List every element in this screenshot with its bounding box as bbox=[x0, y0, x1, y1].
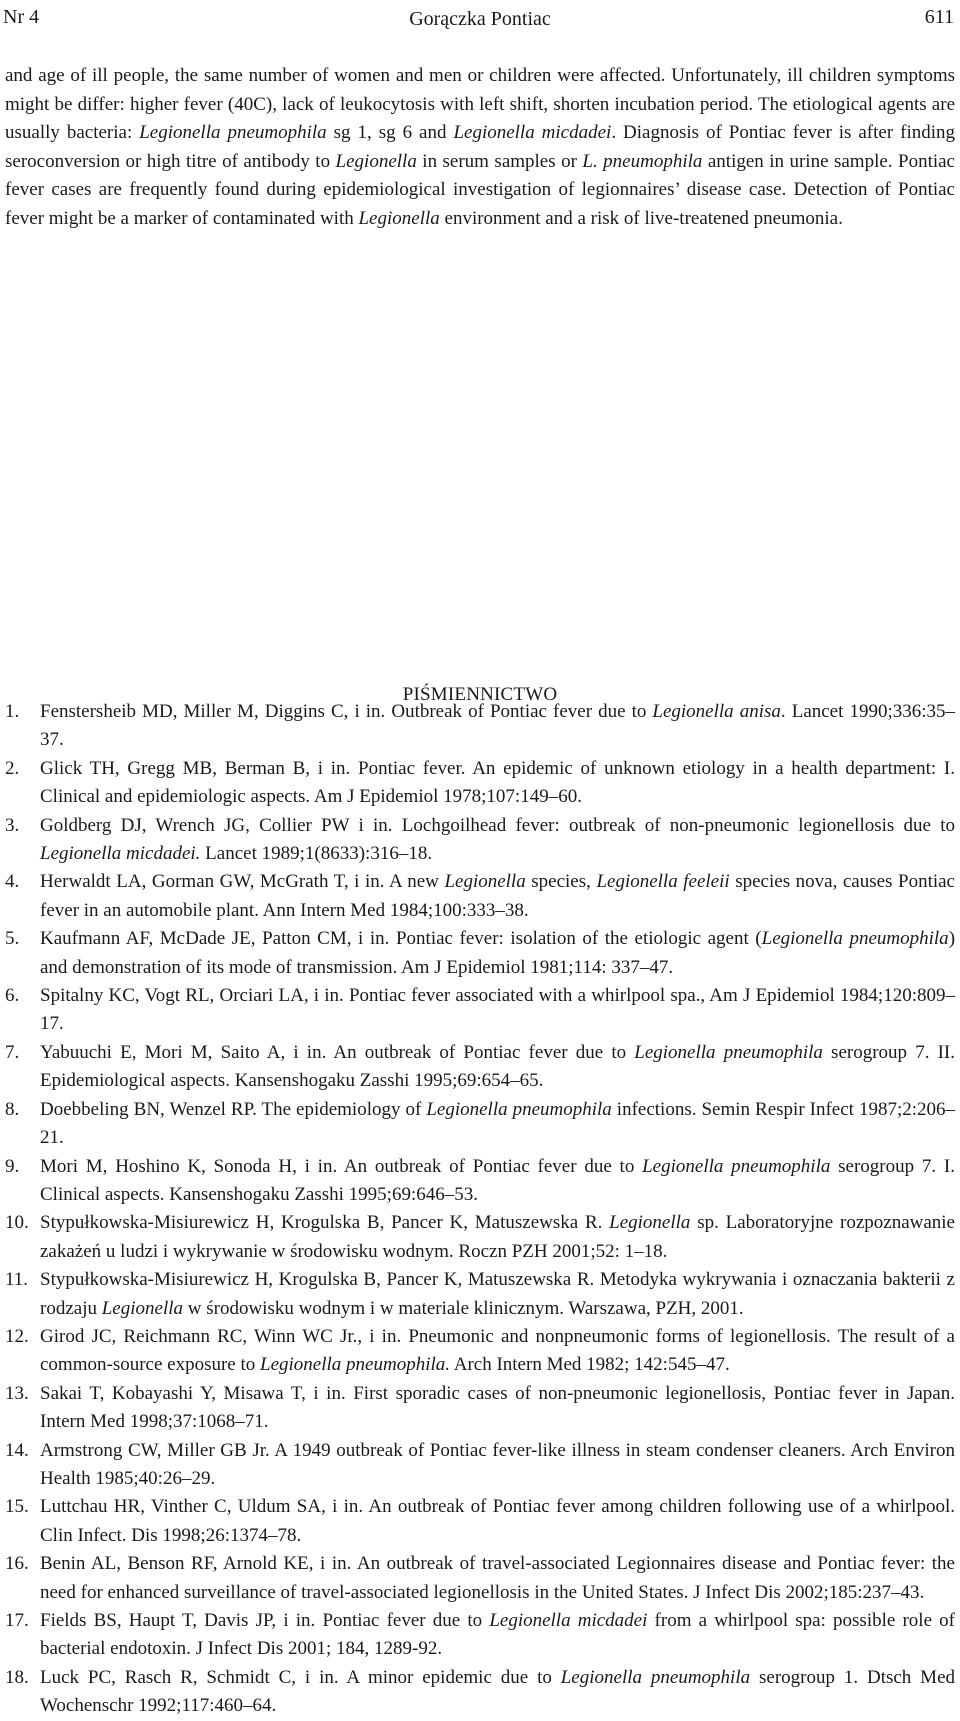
text-run: Girod JC, Reichmann RC, Winn WC Jr., i in. Pneumonic and nonpneumonic forms of legionellosis. The result of a common-source exposure to bbox=[40, 1325, 955, 1376]
body-paragraph bbox=[5, 62, 955, 234]
text-run: Benin AL, Benson RF, Arnold KE, i in. An outbreak of travel-associated Legionnaires disease and Pontiac fever: the need for enhanced surveillance of travel-associated legionellosis in the United States. J Infect Dis 2002;185:237–43. bbox=[40, 1553, 955, 1603]
text-run: species nova, causes Pontiac fever in an automobile plant. Ann Intern Med 1984;100:333–38. bbox=[40, 871, 955, 921]
text-run: Doebbeling BN, Wenzel RP. The epidemiology of bbox=[40, 1098, 427, 1120]
issue-number: Nr 4 bbox=[3, 6, 40, 28]
reference-item bbox=[0, 1323, 955, 1380]
italic-term: Legionella anisa bbox=[652, 701, 781, 722]
italic-term: Legionella bbox=[335, 150, 417, 172]
reference-item bbox=[0, 868, 955, 925]
running-title: Gorączka Pontiac bbox=[409, 8, 551, 30]
italic-term: Legionella bbox=[609, 1212, 691, 1234]
reference-number: 8. bbox=[5, 1098, 20, 1120]
text-run: serogroup 7. II. Epidemiological aspects. Kansenshogaku Zasshi 1995;69:654–65. bbox=[40, 1041, 956, 1092]
reference-text bbox=[40, 1096, 955, 1153]
reference-number: 9. bbox=[5, 1155, 20, 1177]
text-run: Luttchau HR, Vinther C, Uldum SA, i in. An outbreak of Pontiac fever among children following use of a whirlpool. Clin Infect. Dis 1998;26:1374–78. bbox=[40, 1496, 955, 1546]
italic-term: Legionella bbox=[101, 1297, 184, 1319]
reference-number: 10. bbox=[5, 1212, 29, 1234]
reference-list bbox=[0, 698, 955, 1721]
reference-text bbox=[40, 868, 955, 925]
reference-item bbox=[0, 1266, 955, 1323]
reference-text bbox=[40, 1266, 955, 1323]
reference-number: 13. bbox=[5, 1382, 29, 1404]
reference-item bbox=[0, 1380, 955, 1437]
italic-term: Legionella feeleii bbox=[596, 871, 730, 893]
text-run: Lancet 1989;1(8633):316–18. bbox=[200, 843, 433, 865]
italic-term: Legionella micdadei bbox=[489, 1610, 648, 1631]
italic-term: Legionella pneumophila bbox=[139, 122, 327, 144]
reference-number: 18. bbox=[5, 1666, 29, 1688]
reference-text bbox=[40, 1209, 955, 1266]
reference-item bbox=[0, 1664, 955, 1721]
italic-term: Legionella pneumophila bbox=[761, 928, 949, 950]
italic-term: Legionella bbox=[444, 871, 526, 893]
reference-number: 14. bbox=[5, 1439, 29, 1461]
reference-text bbox=[40, 812, 955, 869]
italic-term: Legionella pneumophila bbox=[642, 1155, 831, 1177]
text-run: from a whirlpool spa: possible role of bacterial endotoxin. J Infect Dis 2001; 184, 1289-92. bbox=[40, 1610, 955, 1660]
reference-item bbox=[0, 698, 955, 755]
text-run: species, bbox=[525, 871, 597, 893]
reference-item bbox=[0, 1039, 955, 1096]
reference-number: 6. bbox=[5, 985, 20, 1007]
italic-term: L. pneumophila bbox=[582, 150, 703, 172]
reference-text bbox=[40, 1153, 955, 1210]
reference-item bbox=[0, 1437, 955, 1494]
text-run: Goldberg DJ, Wrench JG, Collier PW i in. Lochgoilhead fever: outbreak of non-pneumonic legionellosis due to bbox=[40, 814, 955, 836]
reference-number: 12. bbox=[5, 1325, 29, 1347]
italic-term: Legionella micdadei bbox=[453, 122, 612, 144]
text-run: infections. Semin Respir Infect 1987;2:206–21. bbox=[40, 1098, 956, 1149]
text-run: sg 1, sg 6 and bbox=[326, 122, 454, 144]
reference-number: 11. bbox=[5, 1269, 29, 1291]
text-run: antigen in urine sample. Pontiac fever cases are frequently found during epidemiological investigation of legionnaires’ disease case. Detection of Pontiac fever might be a marker of contaminated with bbox=[5, 150, 955, 229]
text-run: Fields BS, Haupt T, Davis JP, i in. Pontiac fever due to bbox=[40, 1610, 490, 1631]
text-run: Luck PC, Rasch R, Schmidt C, i in. A minor epidemic due to bbox=[40, 1666, 561, 1688]
italic-term: Legionella pneumophila bbox=[426, 1098, 612, 1120]
italic-term: Legionella bbox=[358, 207, 440, 229]
reference-text bbox=[40, 1664, 955, 1721]
text-run: serogroup 1. Dtsch Med Wochenschr 1992;117:460–64. bbox=[40, 1666, 956, 1717]
reference-item bbox=[0, 982, 955, 1039]
text-run: Spitalny KC, Vogt RL, Orciari LA, i in. Pontiac fever associated with a whirlpool spa., Am J Epidemiol 1984;120:809–17. bbox=[40, 985, 955, 1035]
italic-term: Legionella micdadei. bbox=[40, 843, 201, 865]
reference-text bbox=[40, 982, 955, 1039]
text-run: Armstrong CW, Miller GB Jr. A 1949 outbreak of Pontiac fever-like illness in steam condenser cleaners. Arch Environ Health 1985;40:26–29. bbox=[40, 1439, 955, 1489]
reference-text bbox=[40, 1550, 955, 1607]
reference-item bbox=[0, 755, 955, 812]
italic-term: Legionella pneumophila bbox=[634, 1041, 823, 1063]
reference-number: 15. bbox=[5, 1496, 29, 1518]
reference-number: 3. bbox=[5, 814, 20, 836]
reference-text bbox=[40, 925, 955, 982]
reference-text bbox=[40, 698, 955, 755]
page-number: 611 bbox=[924, 6, 954, 28]
reference-number: 16. bbox=[5, 1553, 29, 1575]
reference-number: 4. bbox=[5, 871, 20, 893]
reference-text bbox=[40, 1039, 955, 1096]
reference-number: 7. bbox=[5, 1041, 20, 1063]
text-run: w środowisku wodnym i w materiale klinicznym. Warszawa, PZH, 2001. bbox=[183, 1297, 744, 1319]
reference-text bbox=[40, 1493, 955, 1550]
text-run: serogroup 7. I. Clinical aspects. Kansenshogaku Zasshi 1995;69:646–53. bbox=[40, 1155, 956, 1205]
text-run: Herwaldt LA, Gorman GW, McGrath T, i in. A new bbox=[40, 871, 445, 893]
text-run: Stypułkowska-Misiurewicz H, Krogulska B, Pancer K, Matuszewska R. bbox=[40, 1212, 610, 1234]
reference-number: 17. bbox=[5, 1610, 29, 1631]
reference-text bbox=[40, 1437, 955, 1494]
text-run: in serum samples or bbox=[416, 150, 583, 172]
reference-text bbox=[40, 755, 955, 812]
text-run: ) and demonstration of its mode of transmission. Am J Epidemiol 1981;114: 337–47. bbox=[40, 928, 956, 978]
text-run: Kaufmann AF, McDade JE, Patton CM, i in. Pontiac fever: isolation of the etiologic agent ( bbox=[40, 928, 762, 950]
text-run: sp. Laboratoryjne rozpoznawanie zakażeń u ludzi i wykrywanie w środowisku wodnym. Roczn PZH 2001;52: 1–18. bbox=[40, 1212, 955, 1262]
text-run: Glick TH, Gregg MB, Berman B, i in. Pontiac fever. An epidemic of unknown etiology in a health department: I. Clinical and epidemiologic aspects. Am J Epidemiol 1978;107:149–60. bbox=[40, 757, 955, 808]
text-run: Stypułkowska-Misiurewicz H, Krogulska B, Pancer K, Matuszewska R. Metodyka wykrywania i oznaczania bakterii z rodzaju bbox=[40, 1269, 955, 1319]
reference-item bbox=[0, 1607, 955, 1664]
references-heading: PIŚMIENNICTWO bbox=[402, 684, 558, 705]
text-run: environment and a risk of live-treatened pneumonia. bbox=[439, 207, 843, 229]
text-run: . Lancet 1990;336:35–37. bbox=[40, 701, 955, 751]
italic-term: Legionella pneumophila. bbox=[260, 1354, 451, 1376]
reference-item bbox=[0, 1153, 955, 1210]
reference-item bbox=[0, 1493, 955, 1550]
reference-item bbox=[0, 1209, 955, 1266]
italic-term: Legionella pneumophila bbox=[560, 1666, 751, 1688]
reference-item bbox=[0, 925, 955, 982]
reference-item bbox=[0, 1550, 955, 1607]
text-run: . Diagnosis of Pontiac fever is after finding seroconversion or high titre of antibody to bbox=[5, 122, 956, 172]
text-run: Sakai T, Kobayashi Y, Misawa T, i in. First sporadic cases of non-pneumonic legionellosis, Pontiac fever in Japan. Intern Med 1998;37:1068–71. bbox=[40, 1382, 955, 1433]
text-run: Mori M, Hoshino K, Sonoda H, i in. An outbreak of Pontiac fever due to bbox=[40, 1155, 643, 1177]
reference-text bbox=[40, 1380, 955, 1437]
reference-text bbox=[40, 1607, 955, 1664]
reference-number: 1. bbox=[5, 701, 20, 722]
reference-text bbox=[40, 1323, 955, 1380]
reference-item bbox=[0, 812, 955, 869]
text-run: and age of ill people, the same number of women and men or children were affected. Unfortunately, ill children symptoms might be differ: higher fever (40C), lack of leukocytosis with left shift, shorten incubation period. The etiological agents are usually bacteria: bbox=[5, 65, 955, 144]
text-run: Fenstersheib MD, Miller M, Diggins C, i in. Outbreak of Pontiac fever due to bbox=[40, 701, 653, 722]
text-run: Arch Intern Med 1982; 142:545–47. bbox=[450, 1354, 730, 1376]
reference-item bbox=[0, 1096, 955, 1153]
text-run: Yabuuchi E, Mori M, Saito A, i in. An outbreak of Pontiac fever due to bbox=[40, 1041, 635, 1063]
reference-number: 2. bbox=[5, 757, 20, 779]
reference-number: 5. bbox=[5, 928, 20, 950]
